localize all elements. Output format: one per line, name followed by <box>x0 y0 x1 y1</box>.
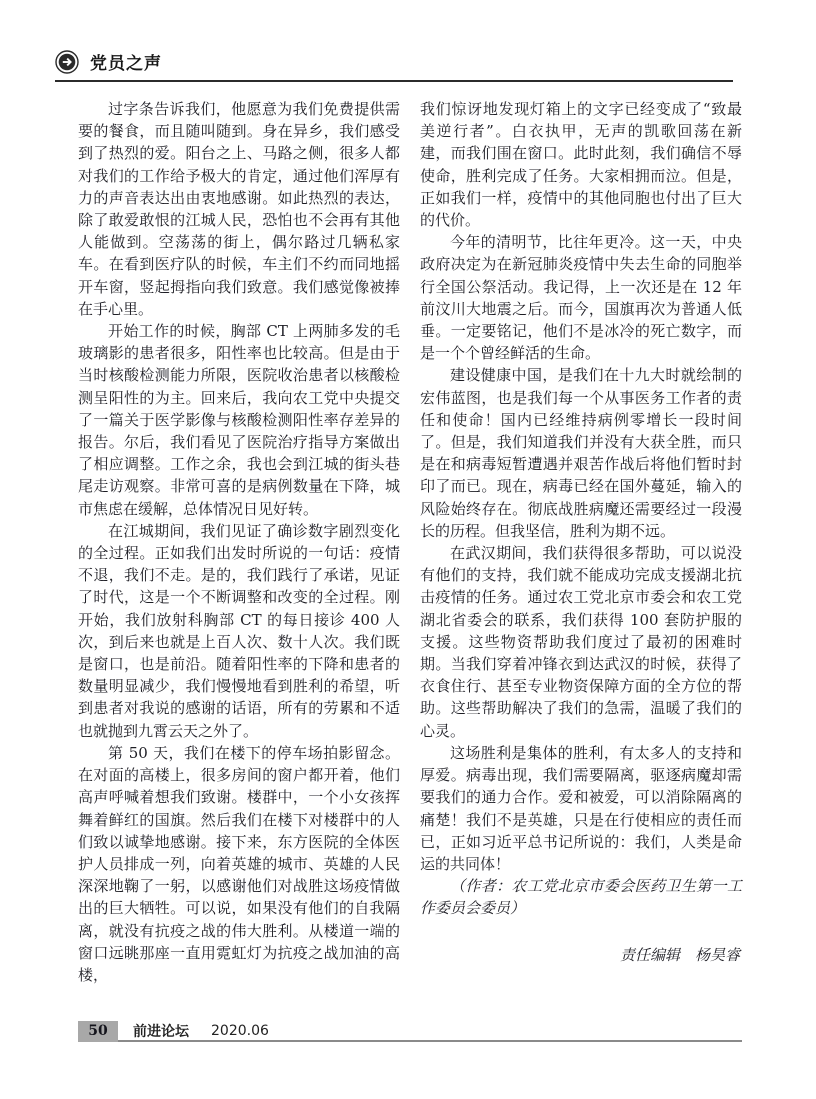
section-header <box>55 49 733 82</box>
paragraph: 在江城期间，我们见证了确诊数字剧烈变化的全过程。正如我们出发时所说的一句话：疫情不退，我们不走。是的，我们践行了承诺，见证了时代，这是一个不断调整和改变的全过程。刚开始，我们放射科胸部 CT 的每日接诊 400 人次，到后来也就是上百人次、数十人次。我们既是窗口，也是前沿。随着阳性率的下降和患者的数量明显减少，我们慢慢地看到胜利的希望，听到患者对我说的感谢的话语，所有的劳累和不适也就抛到九霄云天之外了。 <box>78 521 400 740</box>
author-note: （作者：农工党北京市委会医药卫生第一工作委员会委员） <box>420 877 742 918</box>
paragraph: 过字条告诉我们，他愿意为我们免费提供需要的餐食，而且随叫随到。身在异乡，我们感受到了热烈的爱。阳台之上、马路之侧，很多人都对我们的工作给予极大的肯定，通过他们浑厚有力的声音表达出由衷地感谢。如此热烈的表达，除了敢爱敢恨的江城人民，恐怕也不会再有其他人能做到。空荡荡的街上，偶尔路过几辆私家车。在看到医疗队的时候，车主们不约而同地摇开车窗，竖起拇指向我们致意。我们感觉像被捧在手心里。 <box>78 100 400 318</box>
paragraph: 这场胜利是集体的胜利，有太多人的支持和厚爱。病毒出现，我们需要隔离，驱逐病魔却需要我们的通力合作。爱和被爱，可以消除隔离的痛楚！我们不是英雄，只是在行使相应的责任而已，正如习近平总书记所说的：我们，人类是命运的共同体！ <box>420 743 742 873</box>
footer-rule <box>118 1021 742 1042</box>
paragraph: 第 50 天，我们在楼下的停车场拍影留念。在对面的高楼上，很多房间的窗户都开着，他们高声呼喊着想我们致谢。楼群中，一个小女孩挥舞着鲜红的国旗。然后我们在楼下对楼群中的人们致以诚挚地感谢。接下来，东方医院的全体医护人员排成一列，向着英雄的城市、英雄的人民深深地鞠了一躬，以感谢他们对战胜这场疫情做出的巨大牺牲。可以说，如果没有他们的自我隔离，就没有抗疫之战的伟大胜利。从楼道一端的窗口远眺那座一直用霓虹灯为抗疫之战加油的高楼， <box>78 743 400 984</box>
paragraph: 今年的清明节，比往年更冷。这一天，中央政府决定为在新冠肺炎疫情中失去生命的同胞举行全国公祭活动。我记得，上一次还是在 12 年前汶川大地震之后。而今，国旗再次为普通人低垂。一定要铭记，他们不是冰冷的死亡数字，而是一个个曾经鲜活的生命。 <box>420 233 742 363</box>
paragraph: 在武汉期间，我们获得很多帮助，可以说没有他们的支持，我们就不能成功完成支援湖北抗击疫情的任务。通过农工党北京市委会和农工党湖北省委会的联系，我们获得 100 套防护服的支援。这些物资帮助我们度过了最初的困难时期。当我们穿着冲锋衣到达武汉的时候，获得了衣食住行、甚至专业物资保障方面的全方位的帮助。这些帮助解决了我们的急需，温暖了我们的心灵。 <box>420 544 742 740</box>
page-number-badge: 50 <box>78 1021 118 1042</box>
left-column <box>78 98 400 986</box>
paragraph: 建设健康中国，是我们在十九大时就绘制的宏伟蓝图，也是我们每一个从事医务工作者的责任和使命！国内已经维持病例零增长一段时间了。但是，我们知道我们并没有大获全胜，而只是在和病毒短暂遭遇并艰苦作战后将他们暂时封印了而已。现在，病毒已经在国外蔓延，输入的风险始终存在。彻底战胜病魔还需要经过一段漫长的历程。但我坚信，胜利为期不远。 <box>420 366 742 540</box>
editor-label: 责任编辑 <box>619 945 680 964</box>
editor-line <box>420 944 742 965</box>
page-footer <box>78 1021 742 1042</box>
paragraph: 我们惊讶地发现灯箱上的文字已经变成了“致最美逆行者”。白衣执甲，无声的凯歌回荡在新建，而我们围在窗口。此时此刻，我们确信不辱使命，胜利完成了任务。大家相拥而泣。但是，正如我们一样，疫情中的其他同胞也付出了巨大的代价。 <box>420 100 742 230</box>
section-title: 党员之声 <box>90 54 162 74</box>
journal-title: 前进论坛 <box>133 1023 189 1040</box>
right-column <box>420 98 742 986</box>
paragraph: 开始工作的时候，胸部 CT 上两肺多发的毛玻璃影的患者很多，阳性率也比较高。但是由于当时核酸检测能力所限，医院收治患者以核酸检测呈阳性的为主。回来后，我向农工党中央提交了一篇关于医学影像与核酸检测阳性率存差异的报告。尔后，我们看见了医院治疗指导方案做出了相应调整。工作之余，我也会到江城的街头巷尾走访观察。非常可喜的是病例数量在下降，城市焦虑在缓解，总体情况日见好转。 <box>78 322 400 518</box>
article-body <box>78 98 742 986</box>
issue-date: 2020.06 <box>211 1022 269 1039</box>
editor-name: 杨昊睿 <box>694 945 740 964</box>
circle-right-arrow-icon <box>55 50 79 74</box>
